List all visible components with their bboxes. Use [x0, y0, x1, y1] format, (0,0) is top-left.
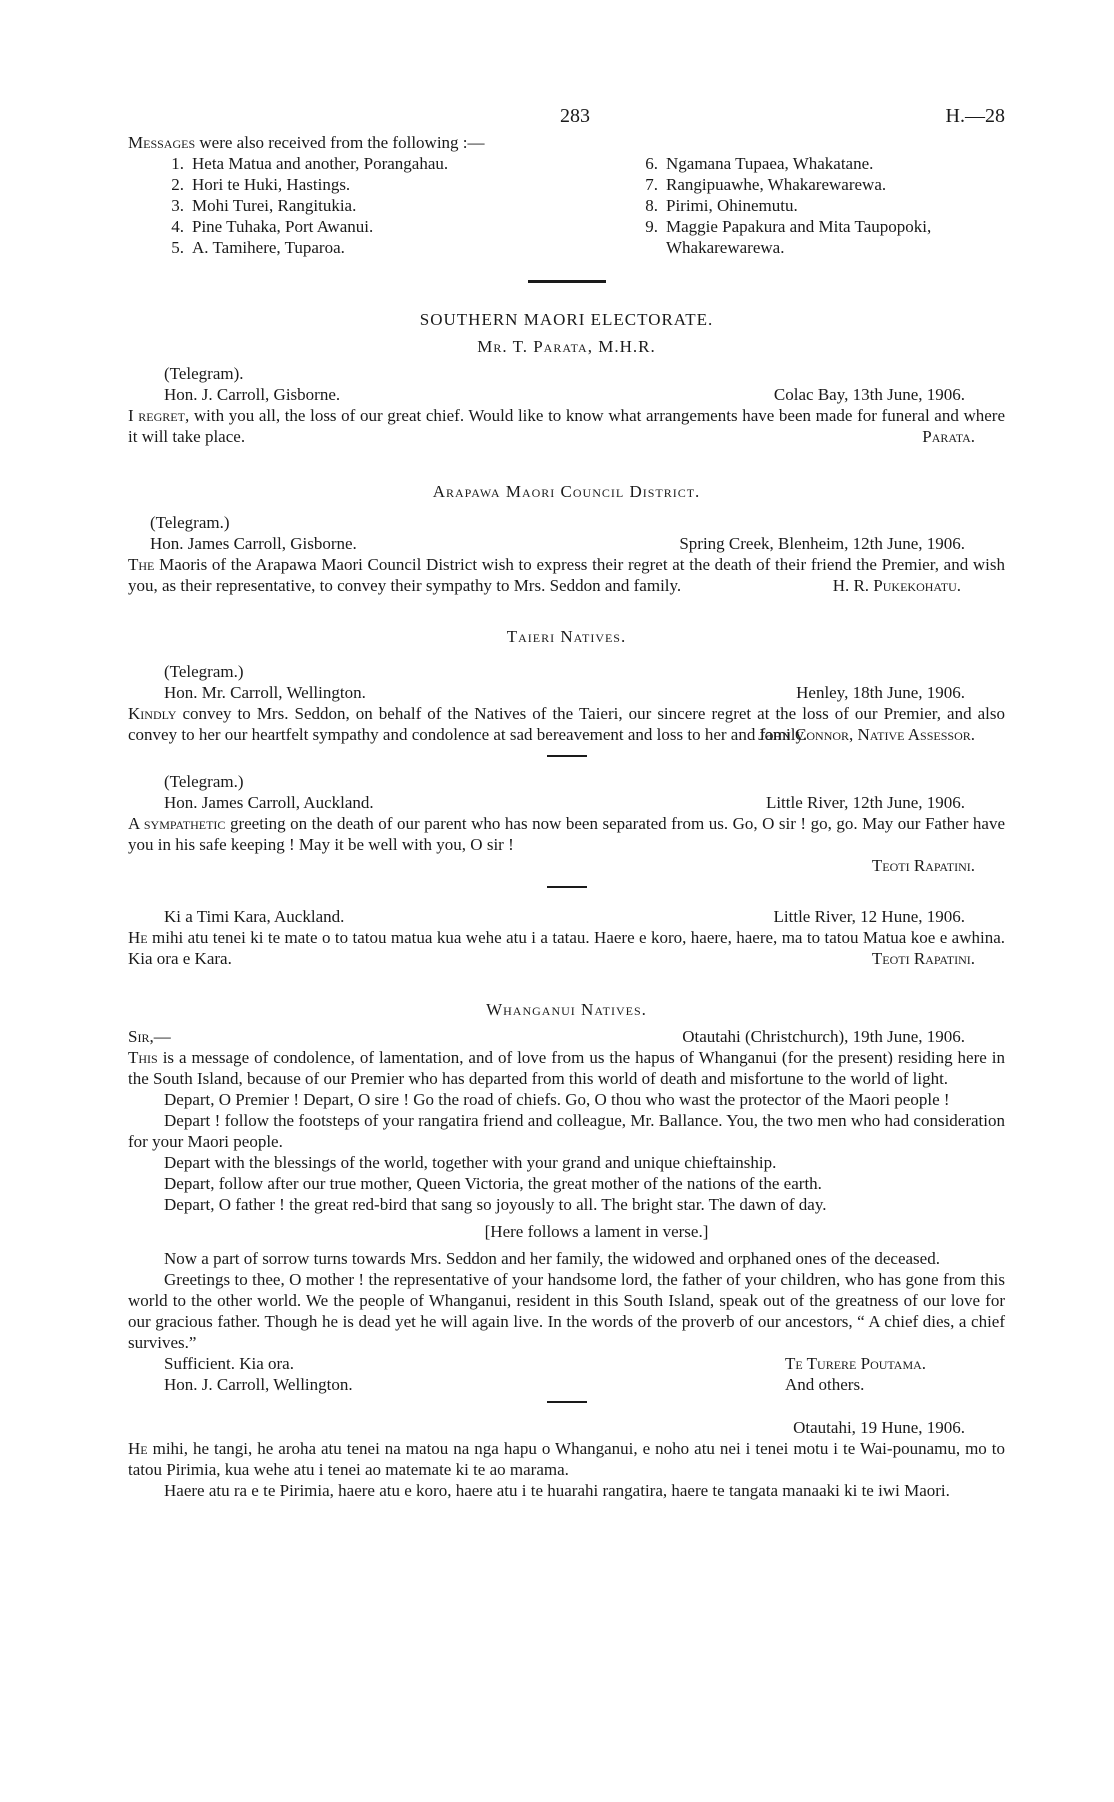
address-line	[128, 533, 1005, 554]
addressee: Hon. James Carroll, Auckland.	[164, 793, 374, 812]
address-line	[128, 682, 1005, 703]
place-date: Henley, 18th June, 1906.	[796, 683, 965, 702]
list-item: 2. Hori te Huki, Hastings.	[171, 175, 351, 194]
addressee: Hon. J. Carroll, Gisborne.	[164, 385, 341, 404]
list-item: 4. Pine Tuhaka, Port Awanui.	[171, 217, 374, 236]
letter-paragraph: He mihi, he tangi, he aroha atu tenei na matou na nga hapu o Whanganui, e noho atu nei i tenei motu i te Wai-pounamu, mo to tatou Pirimia, kua wehe atu i tenei ao matemate ki te ao marama.	[128, 1439, 1005, 1479]
section-heading: Whanganui Natives.	[486, 1000, 647, 1019]
document-page	[128, 100, 1005, 1501]
signature: H. R. Pukekohatu.	[832, 576, 961, 595]
addressee: Hon. Mr. Carroll, Wellington.	[164, 683, 366, 702]
addressee: Hon. J. Carroll, Wellington.	[164, 1375, 353, 1394]
section-subheading: Mr. T. Parata, M.H.R.	[477, 337, 656, 356]
section-heading: Arapawa Maori Council District.	[432, 482, 701, 501]
addressee: Hon. James Carroll, Gisborne.	[150, 534, 357, 553]
list-item: 8. Pirimi, Ohinemutu.	[645, 196, 798, 215]
addressee: Ki a Timi Kara, Auckland.	[164, 907, 345, 926]
address-line	[128, 1374, 1005, 1395]
place-date: Otautahi, 19 Hune, 1906.	[793, 1418, 965, 1437]
salutation: Sir,—	[128, 1027, 171, 1046]
signature: Te Turere Poutama.	[785, 1354, 927, 1373]
letter-paragraph: Depart with the blessings of the world, together with your grand and unique chieftainship.	[164, 1153, 777, 1172]
place-date: Colac Bay, 13th June, 1906.	[773, 385, 965, 404]
page-number: 283	[560, 105, 590, 127]
lament-note: [Here follows a lament in verse.]	[484, 1222, 709, 1241]
telegram-body: The Maoris of the Arapawa Maori Council District wish to express their regret at the death of their friend the Premier, and wish you, as their representative, to convey their sympathy to Mrs. Seddon and family.	[128, 555, 1005, 595]
closing: Sufficient. Kia ora.	[164, 1354, 294, 1373]
telegram-label: (Telegram.)	[164, 772, 244, 791]
list-item: 3. Mohi Turei, Rangitukia.	[171, 196, 357, 215]
others: And others.	[785, 1375, 865, 1394]
signature: John Connor, Native Assessor.	[758, 725, 975, 744]
place-date: Spring Creek, Blenheim, 12th June, 1906.	[679, 534, 965, 553]
telegram-label: (Telegram.)	[164, 662, 244, 681]
letter-paragraph: Greetings to thee, O mother ! the representative of your handsome lord, the father of your children, who has gone from this world to the other world. We the people of Whanganui, resident in this South Island, speak out of the greatness of our love for our gracious father. Though he is dead yet he will again live. In the words of the proverb of our ancestors, “ A chief dies, a chief survives.”	[128, 1270, 1005, 1352]
address-line	[128, 906, 1005, 927]
telegram-body: I regret, with you all, the loss of our great chief. Would like to know what arrangements have been made for funeral and where it will take place.	[128, 406, 1006, 446]
letter-paragraph: This is a message of condolence, of lamentation, and of love from us the hapus of Whanganui (for the present) residing here in the South Island, because of our Premier who has departed from this world of death and misfortune to the world of light.	[128, 1048, 1005, 1088]
section-heading: SOUTHERN MAORI ELECTORATE.	[419, 310, 714, 329]
telegram-body: Kindly convey to Mrs. Seddon, on behalf of the Natives of the Taieri, our sincere regret at the loss of our Premier, and also convey to her our heartfelt sympathy and condolence at sad bereavement and loss to her and family.	[128, 704, 1005, 744]
series-code: H.—28	[945, 105, 1005, 127]
letter-paragraph: Depart, O father ! the great red-bird that sang so joyously to all. The bright star. The dawn of day.	[164, 1195, 827, 1214]
page-header	[128, 100, 1005, 126]
telegram-body: A sympathetic greeting on the death of our parent who has now been separated from us. Go, O sir ! go, go. May our Father have you in his safe keeping ! May it be well with you, O sir !	[128, 814, 1005, 854]
telegram-body: He mihi atu tenei ki te mate o to tatou matua kua wehe atu i a tatau. Haere e koro, haere, haere, ma to tatou Matua koe e awhina. Kia ora e Kara.	[128, 928, 1005, 968]
list-item: 6. Ngamana Tupaea, Whakatane.	[645, 154, 874, 173]
telegram-label: (Telegram.)	[150, 513, 230, 532]
letter-paragraph: Depart, follow after our true mother, Queen Victoria, the great mother of the nations of the earth.	[164, 1174, 822, 1193]
messages-right-column	[640, 153, 1005, 258]
list-item: 5. A. Tamihere, Tuparoa.	[171, 238, 345, 257]
letter-paragraph: Haere atu ra e te Pirimia, haere atu e koro, haere atu i te huarahi rangatira, haere te tangata manaaki ki te iwi Maori.	[164, 1481, 950, 1500]
signature: Parata.	[922, 427, 975, 446]
signature: Teoti Rapatini.	[871, 949, 975, 968]
section-heading: Taieri Natives.	[506, 627, 627, 646]
letter-paragraph: Now a part of sorrow turns towards Mrs. Seddon and her family, the widowed and orphaned ones of the deceased.	[164, 1249, 940, 1268]
messages-intro-text: were also received from the following :—	[195, 133, 485, 152]
list-item: 7. Rangipuawhe, Whakarewarewa.	[645, 175, 887, 194]
list-item: 9. Maggie Papakura and Mita Taupopoki, Whakarewarewa.	[645, 217, 932, 257]
place-date: Little River, 12th June, 1906.	[765, 793, 965, 812]
address-line	[128, 384, 1005, 405]
letter-paragraph: Depart, O Premier ! Depart, O sire ! Go the road of chiefs. Go, O thou who wast the protector of the Maori people !	[164, 1090, 950, 1109]
salutation-line	[128, 1026, 1005, 1047]
address-line	[128, 792, 1005, 813]
messages-lead: Messages	[128, 133, 196, 152]
letter-paragraph: Depart ! follow the footsteps of your rangatira friend and colleague, Mr. Ballance. You, the two men who had consideration for your Maori people.	[128, 1111, 1005, 1151]
list-item: 1. Heta Matua and another, Porangahau.	[171, 154, 449, 173]
closing-line	[128, 1353, 1005, 1374]
signature: Teoti Rapatini.	[871, 856, 975, 875]
messages-intro	[128, 132, 1005, 153]
place-date: Otautahi (Christchurch), 19th June, 1906.	[682, 1027, 965, 1046]
telegram-label: (Telegram).	[164, 364, 244, 383]
messages-list	[128, 153, 1005, 258]
messages-left-column	[128, 153, 640, 258]
place-date: Little River, 12 Hune, 1906.	[773, 907, 965, 926]
